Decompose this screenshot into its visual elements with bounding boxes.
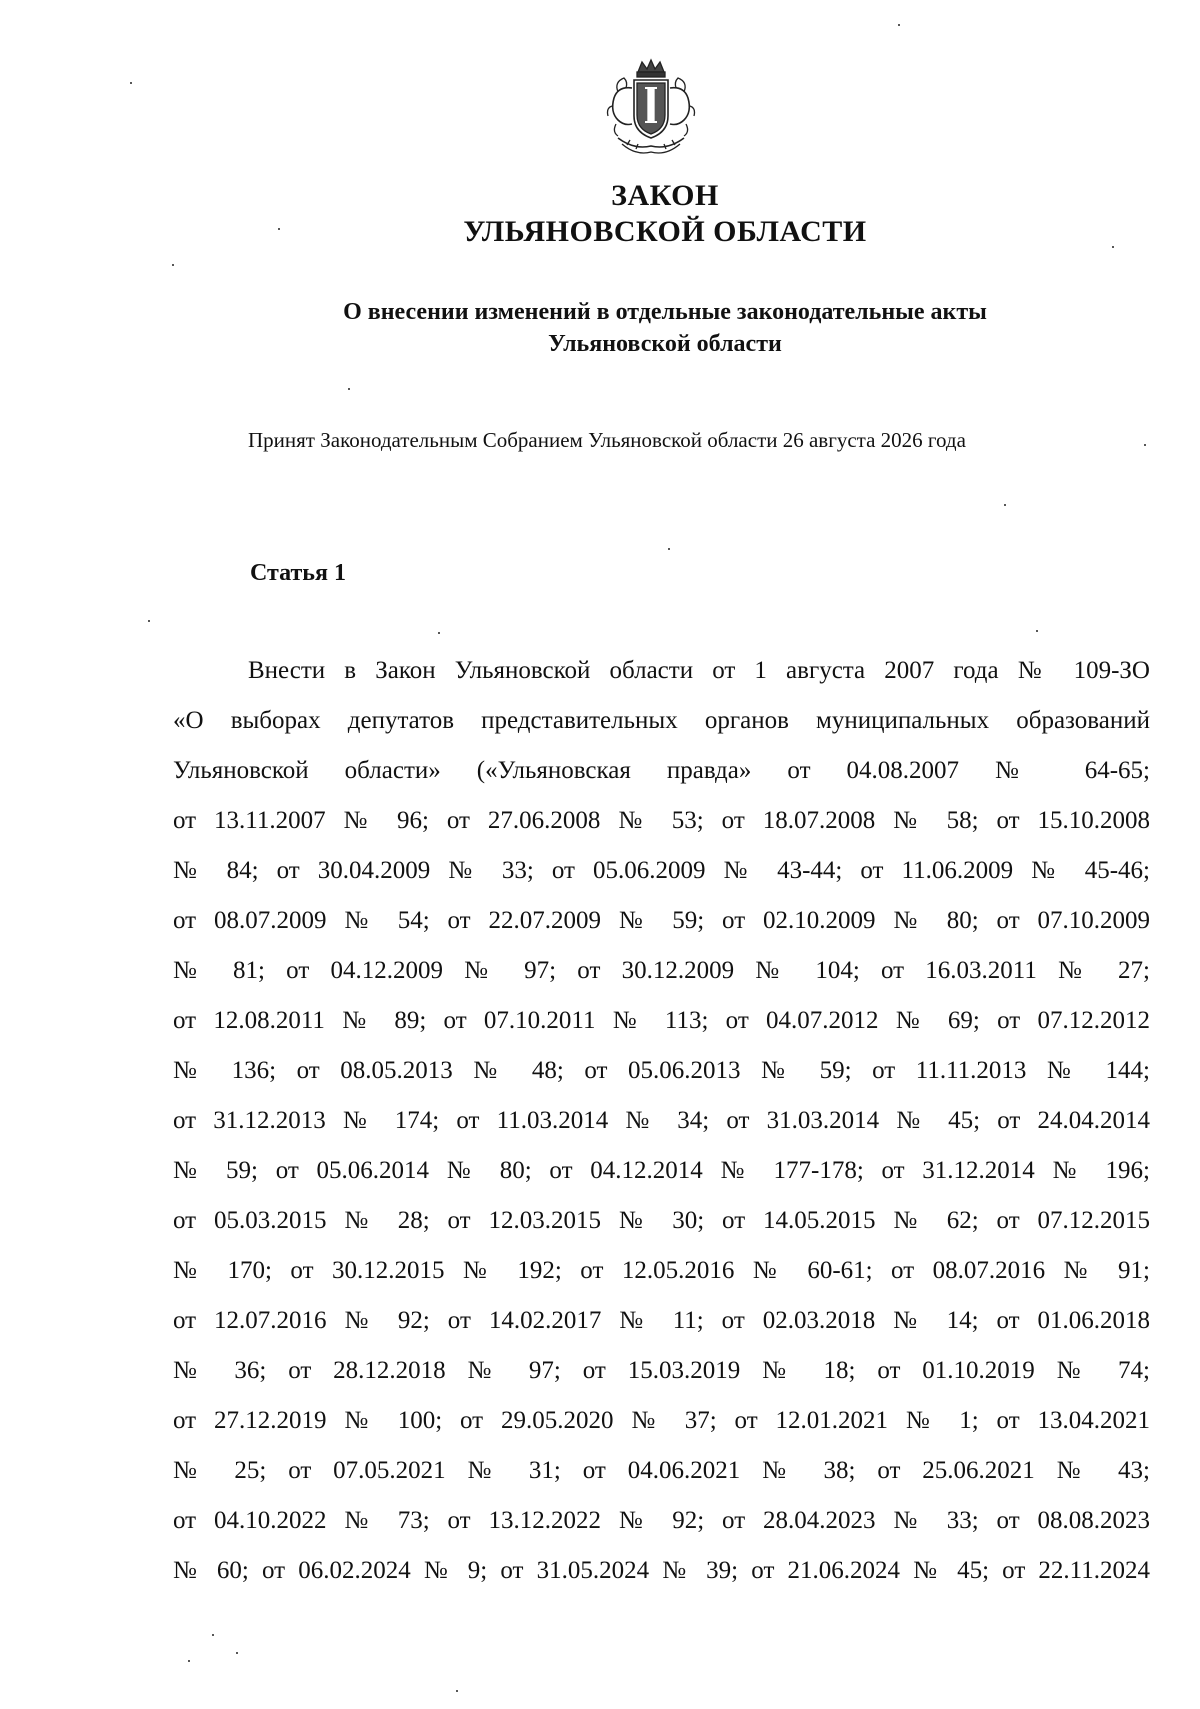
law-title: ЗАКОН [611,179,719,212]
body-line: от 04.10.2022 № 73; от 13.12.2022 № 92; от 28.04.2023 № 33; от 08.08.2023 [173,1507,1150,1534]
scan-speck [278,228,280,230]
body-line: Ульяновской области» («Ульяновская правда» от 04.08.2007 № 64-65; [173,757,1150,784]
article-body [173,646,1150,1596]
scan-speck [898,24,900,26]
law-name-line-1: О внесении изменений в отдельные законодательные акты [343,299,987,325]
law-name-line-2: Ульяновской области [548,331,782,357]
body-line: «О выборах депутатов представительных органов муниципальных образований [173,707,1150,734]
body-line: № 84; от 30.04.2009 № 33; от 05.06.2009 № 43-44; от 11.06.2009 № 45-46; [173,857,1150,884]
body-line: № 81; от 04.12.2009 № 97; от 30.12.2009 № 104; от 16.03.2011 № 27; [173,957,1150,984]
article-heading: Статья 1 [250,560,346,586]
body-line: № 59; от 05.06.2014 № 80; от 04.12.2014 № 177-178; от 31.12.2014 № 196; [173,1157,1150,1184]
scan-speck [188,1660,190,1662]
scan-speck [668,548,670,550]
body-line: от 27.12.2019 № 100; от 29.05.2020 № 37; от 12.01.2021 № 1; от 13.04.2021 [173,1407,1150,1434]
scan-speck [130,82,132,84]
scan-speck [1036,630,1038,632]
scan-speck [1004,504,1006,506]
body-line: от 13.11.2007 № 96; от 27.06.2008 № 53; от 18.07.2008 № 58; от 15.10.2008 [173,807,1150,834]
scan-speck [172,264,174,266]
body-line: от 08.07.2009 № 54; от 22.07.2009 № 59; от 02.10.2009 № 80; от 07.10.2009 [173,907,1150,934]
scan-speck [1144,444,1146,446]
body-line: Внести в Закон Ульяновской области от 1 августа 2007 года № 109-ЗО [248,657,1150,684]
scan-speck [236,1652,238,1654]
body-line: от 05.03.2015 № 28; от 12.03.2015 № 30; от 14.05.2015 № 62; от 07.12.2015 [173,1207,1150,1234]
body-line: № 36; от 28.12.2018 № 97; от 15.03.2019 № 18; от 01.10.2019 № 74; [173,1357,1150,1384]
body-line: № 136; от 08.05.2013 № 48; от 05.06.2013 № 59; от 11.11.2013 № 144; [173,1057,1150,1084]
body-line: от 12.07.2016 № 92; от 14.02.2017 № 11; от 02.03.2018 № 14; от 01.06.2018 [173,1307,1150,1334]
body-line: от 31.12.2013 № 174; от 11.03.2014 № 34; от 31.03.2014 № 45; от 24.04.2014 [173,1107,1150,1134]
body-line: № 170; от 30.12.2015 № 192; от 12.05.2016 № 60-61; от 08.07.2016 № 91; [173,1257,1150,1284]
scan-speck [456,1690,458,1692]
scan-speck [1112,246,1114,248]
scan-speck [438,632,440,634]
scan-speck [348,388,350,390]
adoption-statement: Принят Законодательным Собранием Ульяновской области 26 августа 2026 года [248,428,966,452]
law-title-region: УЛЬЯНОВСКОЙ ОБЛАСТИ [463,215,867,248]
body-line: № 25; от 07.05.2021 № 31; от 04.06.2021 № 38; от 25.06.2021 № 43; [173,1457,1150,1484]
coat-of-arms-emblem [604,58,698,158]
body-line: № 60; от 06.02.2024 № 9; от 31.05.2024 № 39; от 21.06.2024 № 45; от 22.11.2024 [173,1557,1150,1584]
scan-speck [212,1634,214,1636]
scan-speck [148,620,150,622]
body-line: от 12.08.2011 № 89; от 07.10.2011 № 113; от 04.07.2012 № 69; от 07.12.2012 [173,1007,1150,1034]
